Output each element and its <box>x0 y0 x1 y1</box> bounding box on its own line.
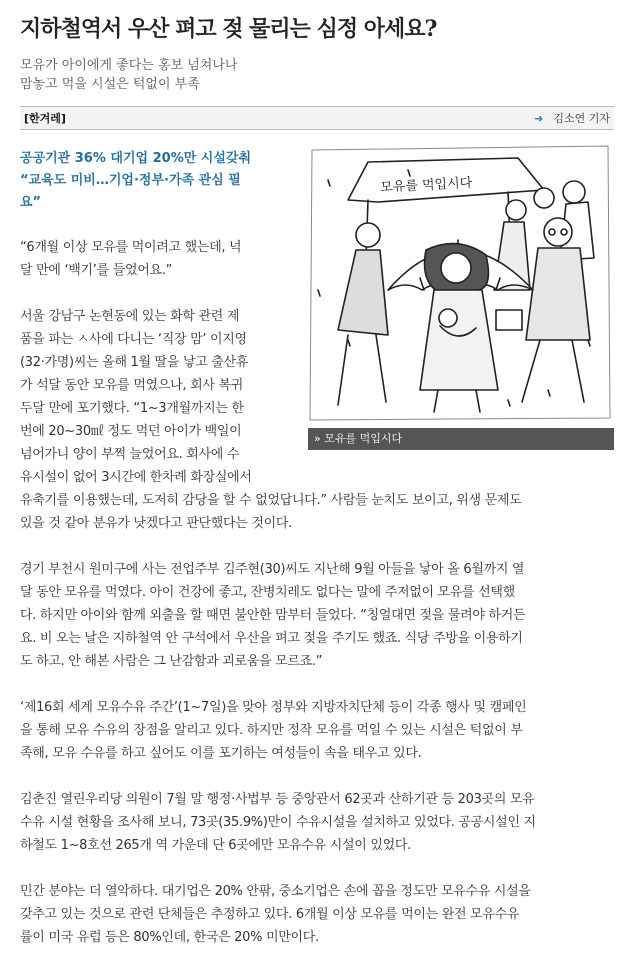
paragraph-6 <box>20 880 614 949</box>
source-bar <box>20 106 614 130</box>
paragraph-2-continued <box>20 489 614 535</box>
subhead-line: 모유가 아이에게 좋다는 홍보 넘쳐나나 <box>20 58 238 73</box>
article-deck <box>20 148 300 214</box>
text-line: 번에 20~30㎖ 정도 먹던 아이가 백일이 <box>20 424 242 439</box>
text-line: 도 하고. 안 해본 사람은 그 난감함과 괴로움을 모르죠.” <box>20 654 323 669</box>
byline[interactable] <box>534 110 610 126</box>
text-line: (32·가명)씨는 올해 1월 딸을 낳고 출산휴 <box>20 355 249 370</box>
paragraph-5 <box>20 788 614 857</box>
deck-line: “교육도 미비…기업·정부·가족 관심 필 <box>20 173 241 188</box>
text-line: 있을 것 같아 분유가 낫겠다고 판단했다는 것이다. <box>20 516 292 531</box>
arrow-right-icon: ➜ <box>534 112 544 125</box>
text-line: 경기 부천시 원미구에 사는 전업주부 김주현(30)씨도 지난해 9월 아들을 낳아 올 6월까지 열 <box>20 562 525 577</box>
paragraph-3 <box>20 558 614 673</box>
text-line: 다. 하지만 아이와 함께 외출을 할 때면 불안한 맘부터 들었다. “칭얼대면 젖을 물려야 하거든 <box>20 608 526 623</box>
figure-caption: » 모유를 먹입시다 <box>308 428 614 450</box>
breastfeeding-cartoon <box>308 140 614 425</box>
deck-line: 공공기관 36% 대기업 20%만 시설갖춰 <box>20 151 252 166</box>
text-line: 요. 비 오는 날은 지하철역 안 구석에서 우산을 펴고 젖을 주기도 했죠. 식당 주방을 이용하기 <box>20 631 523 646</box>
text-line: 넘어가니 양이 부쩍 늘었어요. 회사에 수 <box>20 447 240 462</box>
text-line: 하철도 1~8호선 265개 역 가운데 단 6곳에만 모유수유 시설이 있었다. <box>20 838 411 853</box>
article-headline: 지하철역서 우산 펴고 젖 물리는 심정 아세요? <box>20 16 437 42</box>
text-line: 유축기를 이용했는데, 도저히 감당을 할 수 없었답니다.” 사람들 눈치도 보이고, 위생 문제도 <box>20 493 522 508</box>
paragraph-2 <box>20 305 303 489</box>
text-line: 족해, 모유 수유를 하고 싶어도 이를 포기하는 여성들이 속을 태우고 있다. <box>20 746 422 761</box>
reporter-name: 김소연 기자 <box>553 112 610 125</box>
text-line: “6개월 이상 모유를 먹이려고 했는데, 넉 <box>20 240 242 255</box>
text-line: 민간 분야는 더 열악하다. 대기업은 20% 안팎, 중소기업은 손에 꼽을 정도만 모유수유 시설을 <box>20 884 531 899</box>
subhead-line: 맘놓고 먹을 시설은 턱없이 부족 <box>20 77 200 92</box>
deck-line: 요” <box>20 195 42 210</box>
sign-text: 모유를 먹입시다 <box>379 175 473 196</box>
source-label: [한겨레] <box>24 112 66 125</box>
paragraph-1 <box>20 236 303 282</box>
paragraph-4 <box>20 696 614 765</box>
text-line: 서울 강남구 논현동에 있는 화학 관련 제 <box>20 309 240 324</box>
article-figure[interactable] <box>308 140 614 452</box>
text-line: 률이 미국 유럽 등은 80%인데, 한국은 20% 미만이다. <box>20 930 319 945</box>
text-line: 품을 파는 ㅅ사에 다니는 ‘직장 맘’ 이지영 <box>20 332 247 347</box>
text-line: 김춘진 열린우리당 의원이 7월 말 행정·사법부 등 중앙관서 62곳과 산하기관 등 203곳의 모유 <box>20 792 535 807</box>
text-line: 가 석달 동안 모유를 먹였으나, 회사 복귀 <box>20 378 243 393</box>
text-line: 달 동안 모유를 먹였다. 아이 건강에 좋고, 잔병치레도 없다는 말에 주저없이 모유를 선택했 <box>20 585 515 600</box>
text-line: 달 만에 ‘백기’를 들었어요.” <box>20 263 173 278</box>
text-line: 갖추고 있는 것으로 관련 단체들은 추정하고 있다. 6개월 이상 모유를 먹이는 완전 모유수유 <box>20 907 520 922</box>
text-line: 수유 시설 현황을 조사해 보니, 73곳(35.9%)만이 수유시설을 설치하고 있었다. 공공시설인 지 <box>20 815 536 830</box>
text-line: 유시설이 없어 3시간에 한차례 화장실에서 <box>20 470 252 485</box>
text-line: 두달 만에 포기했다. “1~3개월까지는 한 <box>20 401 244 416</box>
text-line: ‘제16회 세계 모유수유 주간’(1~7일)을 맞아 정부와 지방자치단체 등이 각종 행사 및 캠페인 <box>20 700 527 715</box>
text-line: 을 통해 모유 수유의 장점을 알리고 있다. 하지만 정작 모유를 먹일 수 있는 시설은 턱없이 부 <box>20 723 523 738</box>
article-subhead <box>20 56 610 94</box>
